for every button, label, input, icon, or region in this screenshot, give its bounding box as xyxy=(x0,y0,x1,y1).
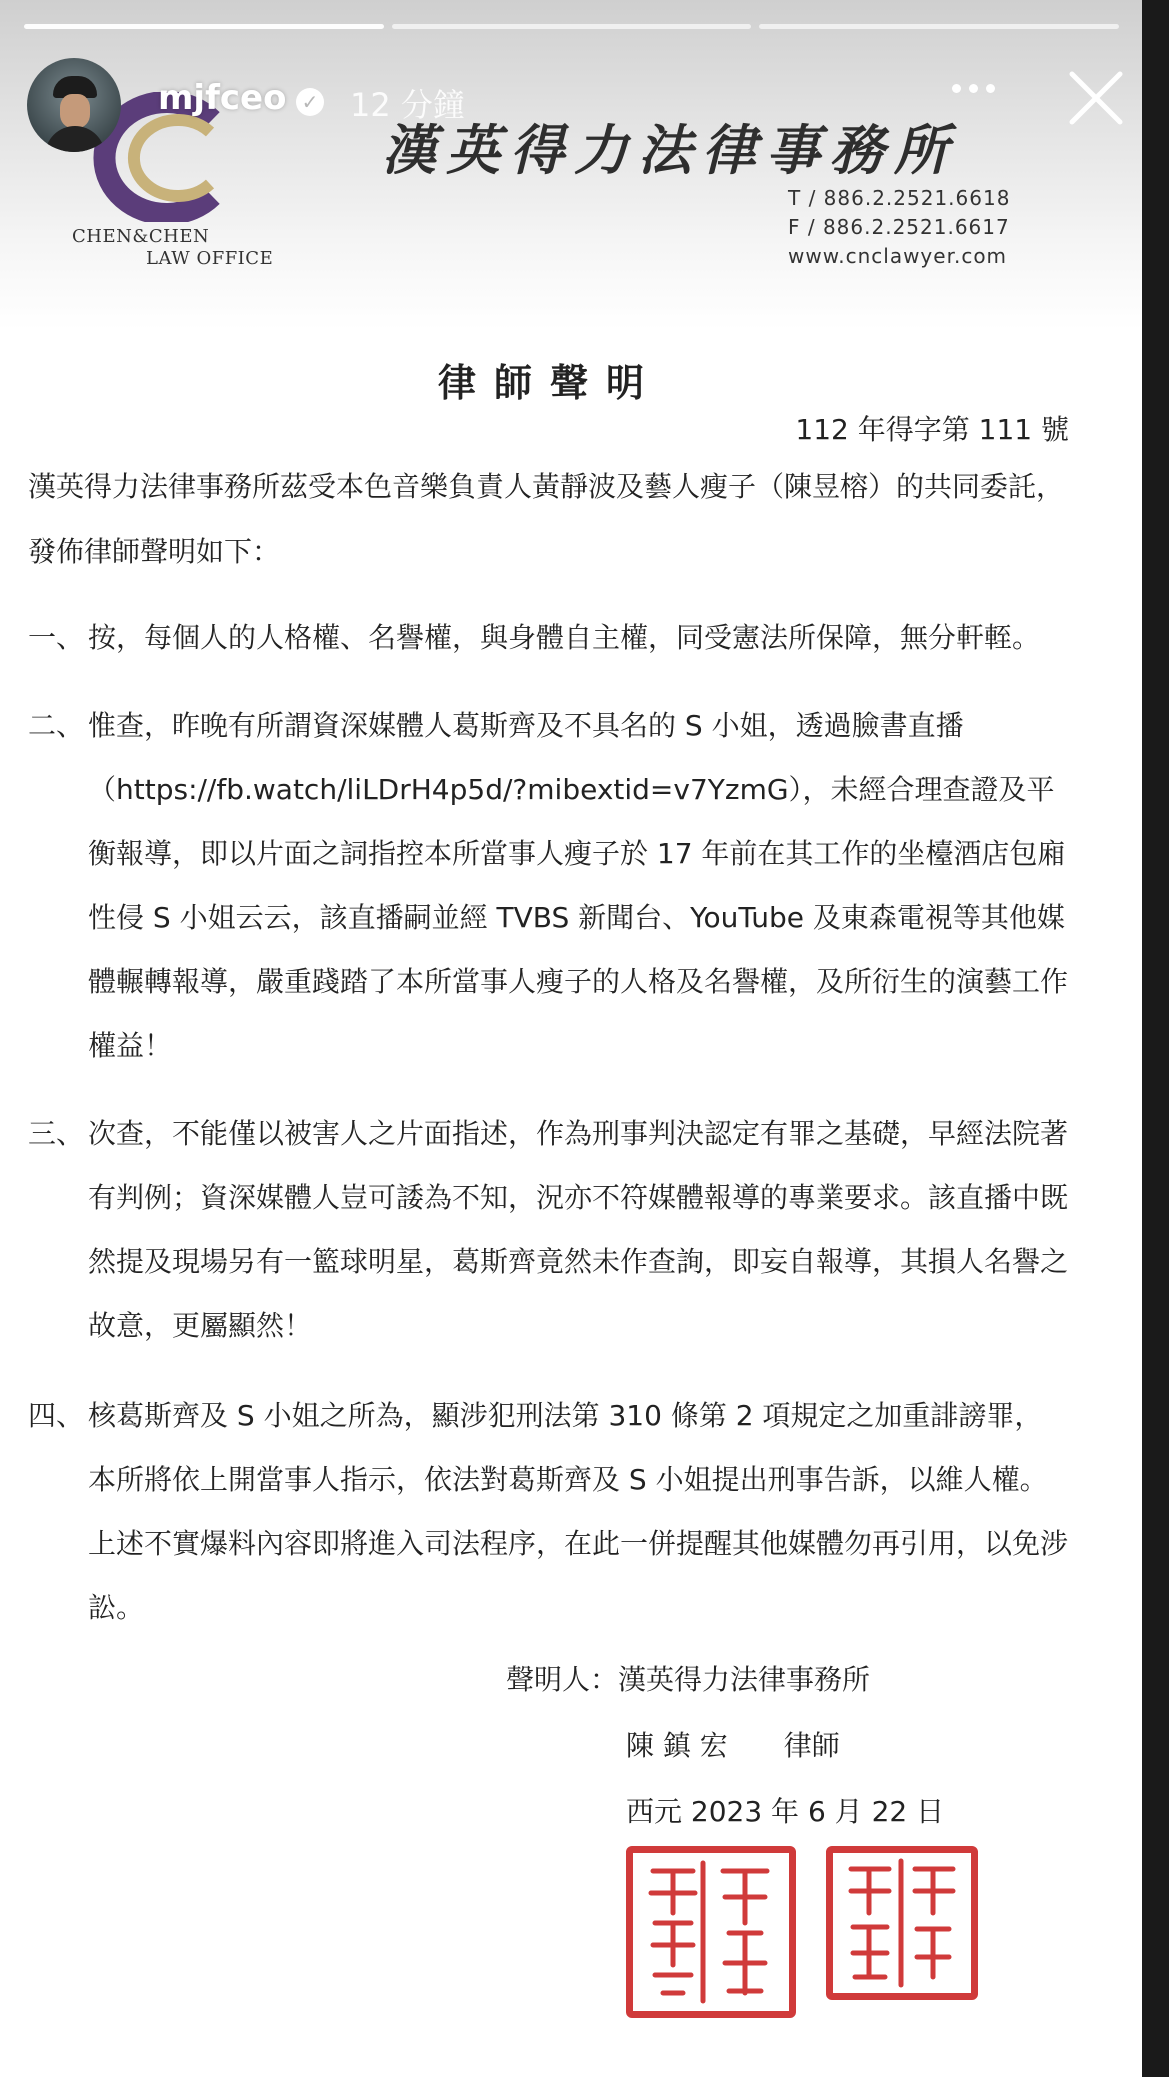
phone-number: T / 886.2.2521.6618 xyxy=(788,186,1011,210)
declarant: 聲明人：漢英得力法律事務所 xyxy=(506,1663,871,1696)
statement-item: 四、 核葛斯齊及 S 小姐之所為，顯涉犯刑法第 310 條第 2 項規定之加重誹謗罪，本所將依上開當事人指示，依法對葛斯齊及 S 小姐提出刑事告訴，以維人權。上述不實爆料內容即將進入司法程序，在此一併提醒其他媒體勿再引用，以免涉訟。 xyxy=(28,1399,1069,1624)
website: www.cnclawyer.com xyxy=(788,244,1008,268)
story-progress xyxy=(24,24,1119,29)
statement-item: 三、 次查，不能僅以被害人之片面指述，作為刑事判決認定有罪之基礎，早經法院著有判例；資深媒體人豈可諉為不知，況亦不符媒體報導的專業要求。該直播中既然提及現場另有一籃球明星，葛斯齊竟然未作查詢，即妄自報導，其損人名譽之故意，更屬顯然！ xyxy=(28,1117,1069,1342)
timestamp: 12 分鐘 xyxy=(350,86,465,124)
avatar[interactable] xyxy=(27,58,121,152)
contact-info xyxy=(788,184,1010,271)
username[interactable]: mjfceo xyxy=(158,78,287,118)
verified-badge-icon: ✓ xyxy=(296,88,324,116)
document-number: 112 年得字第 111 號 xyxy=(795,413,1069,446)
lawyer-seal xyxy=(826,1846,978,2000)
document-title: 律師聲明 xyxy=(437,361,662,405)
logo-text: CHEN&CHEN LAW OFFICE xyxy=(72,226,274,269)
firm-seal xyxy=(626,1846,796,2018)
close-icon[interactable] xyxy=(1064,66,1128,130)
more-options-icon[interactable] xyxy=(952,76,1000,100)
progress-segment xyxy=(24,24,384,29)
fax-number: F / 886.2.2521.6617 xyxy=(788,215,1010,239)
progress-segment xyxy=(759,24,1119,29)
lawyer-name: 陳 鎮 宏 律師 xyxy=(626,1729,840,1762)
progress-segment xyxy=(392,24,752,29)
statement-item: 二、 惟查，昨晚有所謂資深媒體人葛斯齊及不具名的 S 小姐，透過臉書直播（https://fb.watch/liLDrH4p5d/?mibextid=v7YzmG），未經合理查證及平衡報導，即以片面之詞指控本所當事人瘦子於 17 年前在其工作的坐檯酒店包廂性侵 S 小姐云云，該直播嗣並經 TVBS 新聞台、YouTube 及東森電視等其他媒體輾轉報導，嚴重踐踏了本所當事人瘦子的人格及名譽權，及所衍生的演藝工作權益！ xyxy=(28,709,1069,1062)
statement-item: 一、 按，每個人的人格權、名譽權，與身體自主權，同受憲法所保障，無分軒輊。 xyxy=(28,621,1041,654)
firm-name: 漢英得力法律事務所 xyxy=(382,118,958,182)
intro-paragraph: 漢英得力法律事務所茲受本色音樂負責人黃靜波及藝人瘦子（陳昱榕）的共同委託，發佈律師聲明如下： xyxy=(28,470,1065,568)
statement-date: 西元 2023 年 6 月 22 日 xyxy=(626,1795,945,1828)
